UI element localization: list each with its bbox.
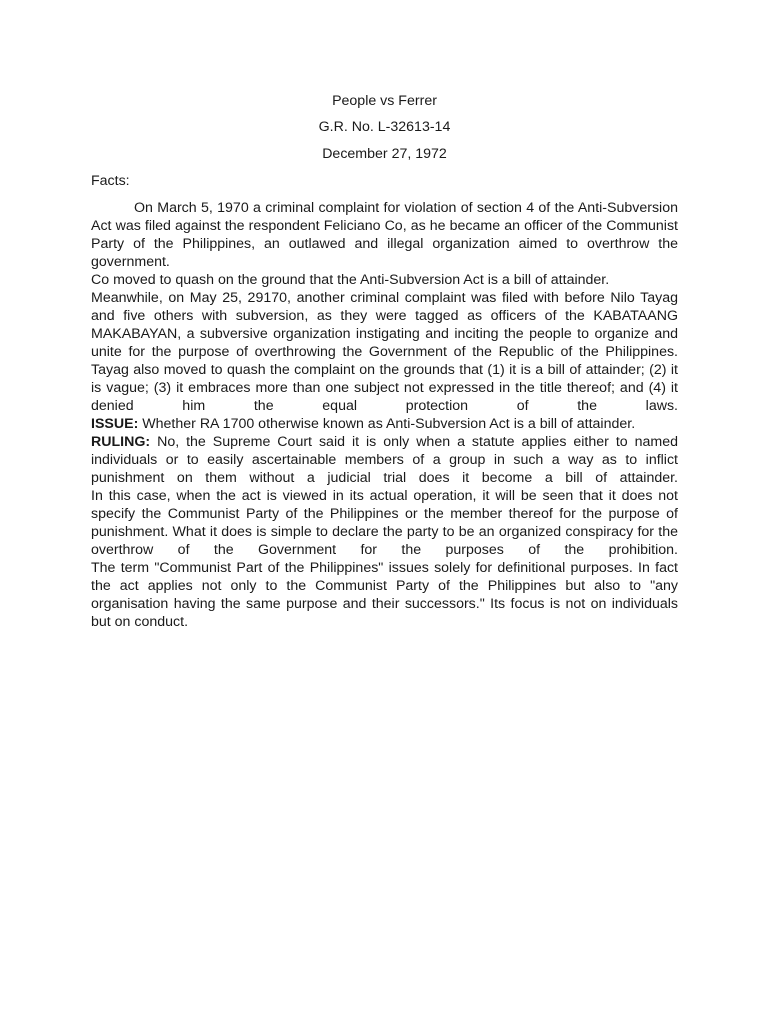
- case-date: December 27, 1972: [322, 146, 447, 162]
- issue-label: ISSUE:: [91, 416, 139, 432]
- facts-paragraph: Tayag also moved to quash the complaint on the grounds that (1) it is a bill of attainder; (2) it is vague; (3) it embraces more than one subject not expressed in the title thereof; and (4) it denied him the equal protection of the laws.: [91, 362, 678, 414]
- case-number: G.R. No. L-32613-14: [318, 119, 451, 135]
- facts-paragraph: Co moved to quash on the ground that the Anti-Subversion Act is a bill of attainder.: [91, 272, 610, 288]
- issue-text: Whether RA 1700 otherwise known as Anti-Subversion Act is a bill of attainder.: [138, 416, 636, 432]
- facts-paragraph: On March 5, 1970 a criminal complaint for violation of section 4 of the Anti-Subversion Act was filed against the respondent Feliciano Co, as he became an officer of the Communist Party of the Philippines, an outlawed and illegal organization aimed to overthrow the government.: [91, 200, 678, 270]
- ruling-label: RULING:: [91, 434, 151, 450]
- ruling-paragraph: The term "Communist Part of the Philippines" issues solely for definitional purposes. In fact the act applies not only to the Communist Party of the Philippines but also to "any organisation having the same purpose and their successors." Its focus is not on individuals but on conduct.: [91, 560, 678, 630]
- facts-heading: Facts:: [91, 173, 130, 189]
- document-page: [91, 92, 678, 631]
- issue-paragraph: [91, 415, 678, 433]
- facts-paragraph: Meanwhile, on May 25, 29170, another criminal complaint was filed with before Nilo Tayag and five others with subversion, as they were tagged as officers of the KABATAANG MAKABAYAN, a subversive organization instigating and inciting the people to organize and unite for the purpose of overthrowing the Government of the Republic of the Philippines.: [91, 290, 678, 360]
- ruling-paragraph: [91, 433, 678, 487]
- case-title: People vs Ferrer: [332, 93, 437, 109]
- ruling-paragraph: In this case, when the act is viewed in its actual operation, it will be seen that it does not specify the Communist Party of the Philippines or the member thereof for the purpose of punishment. What it does is simple to declare the party to be an organized conspiracy for the overthrow of the Government for the purposes of the prohibition.: [91, 488, 678, 558]
- ruling-text: No, the Supreme Court said it is only when a statute applies either to named individuals or to easily ascertainable members of a group in such a way as to inflict punishment on them without a judicial trial does it become a bill of attainder.: [91, 434, 678, 486]
